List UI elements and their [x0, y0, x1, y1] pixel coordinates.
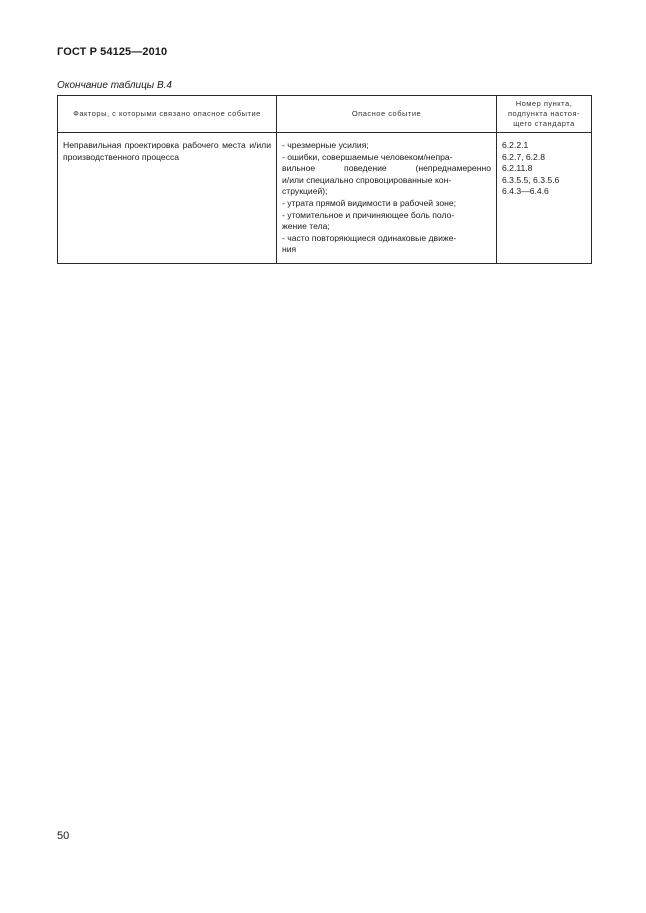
event-line: - утрата прямой видимости в рабочей зоне;: [282, 197, 457, 208]
factor-cell: Неправильная проектировка рабочего места и/или производственного процесса: [58, 133, 277, 264]
event-line: и/или специально спровоцированные кон-: [282, 174, 452, 185]
document-header: ГОСТ Р 54125—2010: [57, 46, 168, 58]
event-line: струкцией);: [282, 186, 328, 197]
table-header-row: [58, 96, 592, 133]
clause-ref: 6.2.11.8: [502, 163, 533, 174]
column-header-event: Опасное событие: [277, 96, 497, 133]
event-line: - часто повторяющиеся одинаковые движе-: [282, 232, 457, 243]
clause-ref: 6.3.5.5, 6.3.5.6: [502, 174, 560, 185]
event-line: - чрезмерные усилия;: [282, 140, 369, 150]
clause-cell: [497, 133, 592, 264]
event-line: вильное поведение (непреднамеренно: [282, 163, 491, 174]
event-cell: [277, 133, 497, 264]
clause-ref: 6.2.7, 6.2.8: [502, 151, 546, 162]
clause-ref: 6.4.3—6.4.6: [502, 186, 549, 197]
column-header-clause: Номер пункта, подпункта настоя-щего стандарта: [497, 96, 592, 133]
event-line: - утомительное и причиняющее боль поло-: [282, 209, 455, 220]
event-line: ния: [282, 244, 297, 255]
column-header-factors: Факторы, с которыми связано опасное событие: [58, 96, 277, 133]
event-line: жение тела;: [282, 221, 330, 232]
table-caption: Окончание таблицы В.4: [57, 80, 172, 91]
hazard-table: [57, 95, 592, 264]
page-number: 50: [57, 830, 70, 842]
event-line: - ошибки, совершаемые человеком/непра-: [282, 151, 453, 162]
clause-ref: 6.2.2.1: [502, 140, 529, 150]
table-row: [58, 133, 592, 264]
